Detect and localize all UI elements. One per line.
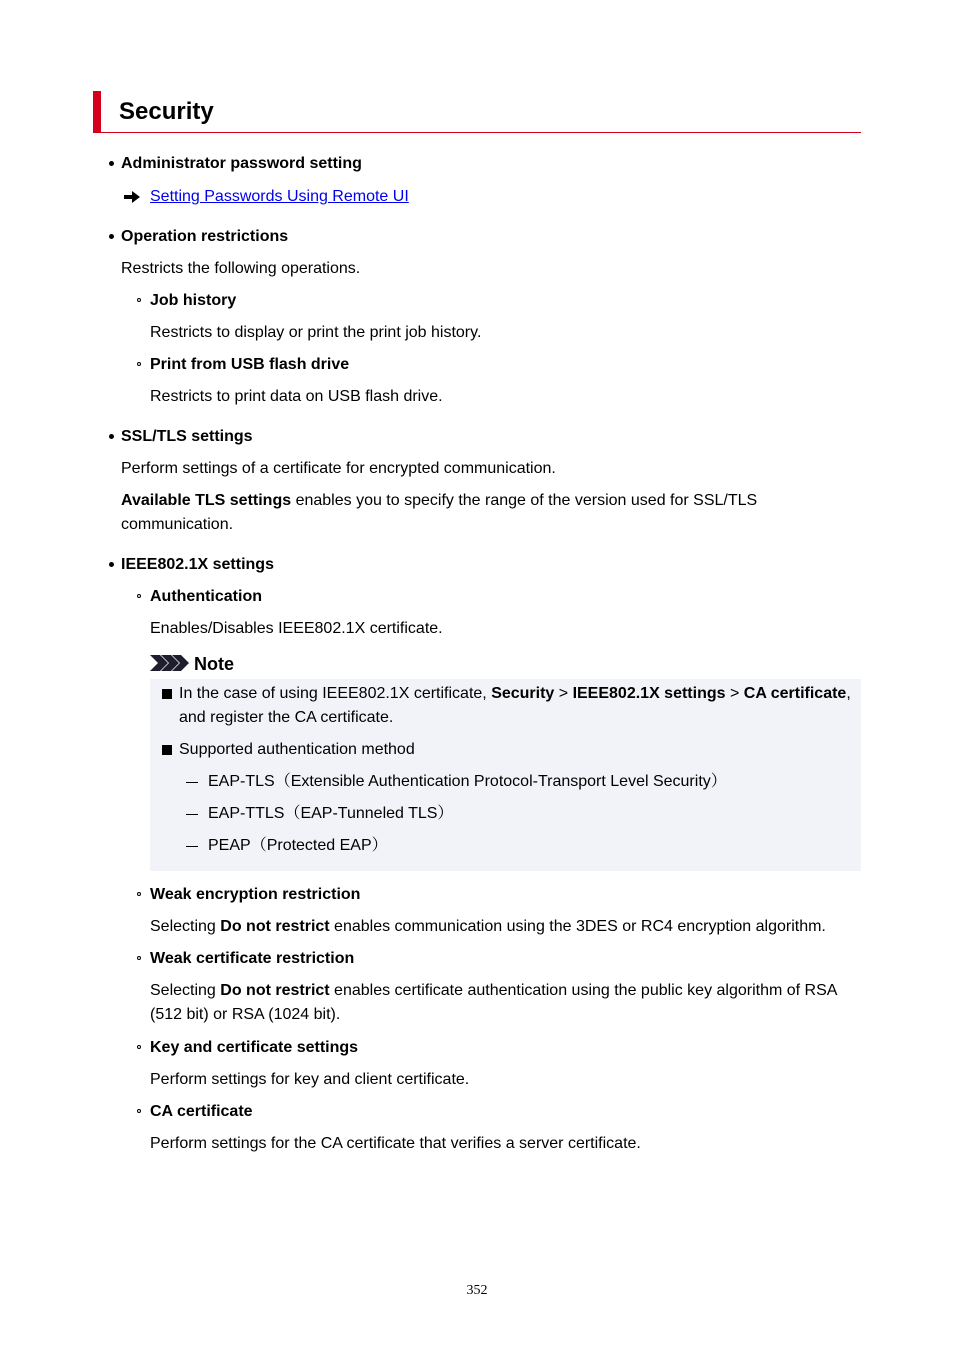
- arrow-right-icon: [124, 191, 140, 203]
- weak-certificate-desc: Selecting Do not restrict enables certificate authentication using the public key algorithm of RSA: [150, 982, 838, 999]
- bullet-icon: [109, 161, 114, 166]
- sub-bullet-icon: [137, 892, 141, 896]
- square-bullet-icon: [162, 745, 172, 755]
- ca-certificate-desc: Perform settings for the CA certificate that verifies a server certificate.: [150, 1135, 641, 1152]
- job-history-desc: Restricts to display or print the print job history.: [150, 324, 482, 341]
- sub-bullet-icon: [137, 362, 141, 366]
- dash-bullet-icon: [186, 814, 198, 815]
- authentication-desc: Enables/Disables IEEE802.1X certificate.: [150, 620, 443, 637]
- usb-desc: Restricts to print data on USB flash drive.: [150, 388, 443, 405]
- bullet-icon: [109, 234, 114, 239]
- weak-certificate-desc-line2: (512 bit) or RSA (1024 bit).: [150, 1006, 341, 1023]
- bullet-icon: [109, 434, 114, 439]
- key-certificate-heading: Key and certificate settings: [150, 1039, 359, 1056]
- note-item-ca-path-line2: and register the CA certificate.: [179, 709, 394, 726]
- dash-bullet-icon: [186, 782, 198, 783]
- tls-paragraph-line2: communication.: [121, 516, 234, 533]
- tls-paragraph: Available TLS settings enables you to specify the range of the version used for SSL/TLS: [121, 492, 758, 509]
- ca-certificate-heading: CA certificate: [150, 1103, 253, 1120]
- ssl-desc: Perform settings of a certificate for encrypted communication.: [121, 460, 556, 477]
- operation-heading: Operation restrictions: [121, 228, 289, 245]
- weak-certificate-heading: Weak certificate restriction: [150, 950, 355, 967]
- sub-bullet-icon: [137, 594, 141, 598]
- method-item: EAP-TLS（Extensible Authentication Protocol-Transport Level Security）: [208, 773, 727, 790]
- sub-bullet-icon: [137, 956, 141, 960]
- authentication-heading: Authentication: [150, 588, 262, 605]
- note-chevrons-icon: [150, 655, 190, 671]
- ieee-heading: IEEE802.1X settings: [121, 556, 274, 573]
- method-item: EAP-TTLS（EAP-Tunneled TLS）: [208, 805, 454, 822]
- method-item: PEAP（Protected EAP）: [208, 837, 388, 854]
- sub-bullet-icon: [137, 1045, 141, 1049]
- usb-heading: Print from USB flash drive: [150, 356, 350, 373]
- ssl-heading: SSL/TLS settings: [121, 428, 253, 445]
- note-item-auth-method: Supported authentication method: [179, 741, 415, 758]
- weak-encryption-desc: Selecting Do not restrict enables communication using the 3DES or RC4 encryption algorithm.: [150, 918, 826, 935]
- dash-bullet-icon: [186, 846, 198, 847]
- title-accent-bar: [93, 91, 101, 133]
- sub-bullet-icon: [137, 298, 141, 302]
- weak-encryption-heading: Weak encryption restriction: [150, 886, 361, 903]
- sub-bullet-icon: [137, 1109, 141, 1113]
- title-divider: [93, 132, 861, 133]
- job-history-heading: Job history: [150, 292, 237, 309]
- operation-desc: Restricts the following operations.: [121, 260, 361, 277]
- note-label: Note: [194, 654, 234, 674]
- bullet-icon: [109, 562, 114, 567]
- note-item-ca-path: In the case of using IEEE802.1X certificate, Security > IEEE802.1X settings > CA certificate,: [179, 685, 851, 702]
- square-bullet-icon: [162, 689, 172, 699]
- key-certificate-desc: Perform settings for key and client certificate.: [150, 1071, 470, 1088]
- tls-setting-name: Available TLS settings: [121, 492, 292, 509]
- page-number: 352: [466, 1283, 488, 1298]
- admin-heading: Administrator password setting: [121, 155, 362, 172]
- remote-ui-password-link[interactable]: Setting Passwords Using Remote UI: [150, 188, 409, 205]
- page-title: Security: [119, 98, 214, 125]
